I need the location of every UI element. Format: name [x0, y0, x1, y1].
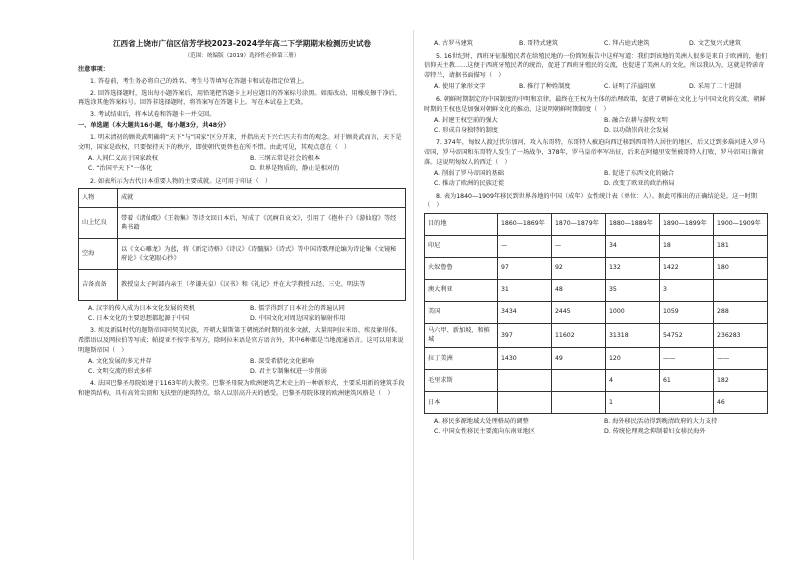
- option: A. 汉字的传入成为日本文化发展的契机: [88, 305, 196, 313]
- option: D. 中国文化对周边国家的辐射作用: [250, 314, 346, 322]
- question-6-options: [434, 116, 768, 135]
- notice-item: 3. 考试结束后，将本试卷和答题卡一并交回。: [90, 110, 216, 118]
- question-7-options: [434, 169, 768, 188]
- option: D. 君主专制集权进一步削弱: [250, 367, 327, 375]
- table-cell: [660, 391, 714, 413]
- option: B. 三纲五常是社会的根本: [250, 155, 321, 163]
- question-2-options: [88, 304, 406, 323]
- table-cell: 3434: [498, 301, 552, 323]
- table-row: [79, 208, 406, 239]
- table-cell: ——: [714, 347, 768, 369]
- table-header: 1890—1899年: [660, 213, 714, 235]
- option: B. 深受希腊化文化影响: [250, 358, 314, 366]
- table-cell: 以《文心雕龙》为蓝，将《新定诗格》《诗议》《诗髓脑》《诗式》等中国诗歌理论编为诗论集《文镜秘府论》《文笔眼心抄》: [118, 239, 406, 270]
- option: B. 海外移民活动得到晚清政府的大力支持: [604, 417, 718, 425]
- question-6-stem: 6. 朝鲜时期制定的中国制度的中明和京律，最终在王权为主体的治理政策，促进了朝鲜在文化上与中国文化的交流，朝鲜时期的王权也是加强对朝鲜文化的推动，这说明朝鲜时期制度（ ）: [424, 96, 766, 113]
- table-row: [425, 257, 768, 279]
- table-cell: 35: [606, 279, 660, 301]
- table-header: 成就: [118, 189, 406, 208]
- table-cell: 3: [660, 279, 714, 301]
- table-cell: 49: [552, 347, 606, 369]
- column-divider: [413, 30, 414, 560]
- table-row: [79, 270, 406, 301]
- table-cell: 54752: [660, 323, 714, 347]
- table-cell: [552, 391, 606, 413]
- option: D. 传统伦理观念抑制着妇女移民海外: [604, 427, 706, 435]
- option: C. 证明了洋溢阻塞: [604, 83, 656, 91]
- option: D. 文艺复兴式建筑: [689, 40, 742, 47]
- table-row: [79, 239, 406, 270]
- table-cell: 空海: [79, 239, 118, 270]
- table-cell: 182: [714, 369, 768, 391]
- table-cell: 34: [606, 235, 660, 257]
- table-cell: 1: [606, 391, 660, 413]
- table-header: 目的地: [425, 213, 498, 235]
- option: C. 形成自身独特的制度: [434, 126, 498, 134]
- table-cell: 1422: [660, 257, 714, 279]
- question-8-table: [424, 213, 768, 414]
- option: B. 推行了种姓制度: [519, 83, 571, 91]
- table-cell: 97: [498, 257, 552, 279]
- table-cell: [498, 369, 552, 391]
- table-cell: 日本: [425, 391, 498, 413]
- table-row: [425, 301, 768, 323]
- table-cell: 46: [714, 391, 768, 413]
- table-cell: 288: [714, 301, 768, 323]
- table-header-row: [425, 213, 768, 235]
- option: C. “治国平天下”一体化: [88, 164, 153, 172]
- table-cell: 31: [498, 279, 552, 301]
- table-cell: 236283: [714, 323, 768, 347]
- option: A. 人间仁义高于国家政权: [88, 155, 158, 163]
- question-5-stem: 5. 16世纪时，西班牙征服殖民者在给殖民地的一份简短报告中这样写道：我们到该地的美洲人很多是来自于欧洲的，他们信仰天主教……这便于西班牙殖民者的统治，促进了西班牙殖民的交流，也促进了美洲人的文化，所以我认为，这就是特诺奇蒂特兰，请据书面描写（ ）: [424, 52, 768, 79]
- table-row: [425, 391, 768, 413]
- table-cell: 1059: [660, 301, 714, 323]
- table-cell: 4: [606, 369, 660, 391]
- table-cell: [498, 391, 552, 413]
- table-cell: 印尼: [425, 235, 498, 257]
- table-cell: 120: [606, 347, 660, 369]
- table-cell: 31318: [606, 323, 660, 347]
- table-cell: 1000: [606, 301, 660, 323]
- option: D. 采用了二十进制: [689, 83, 742, 91]
- table-cell: 18: [660, 235, 714, 257]
- table-cell: 马六甲、新加坡、和槟城: [425, 323, 498, 347]
- question-5-options: [434, 82, 768, 92]
- notice-item: 1. 答卷前，考生务必将自己的姓名、考生号等填写在答题卡和试卷指定位置上。: [90, 78, 309, 86]
- question-7-stem: 7. 374年，匈奴人渡过伏尔加河，攻入东哥特，东哥特人被迫向西迁移到西哥特人居住的地区，后又迁到多瑙河进入罗马帝国，罗马帝国和东哥特人发生了一场战争，378年，罗马皇帝率军出征，后来在阿德里安堡被哥特人打败，罗马帝国日渐衰落。这说明匈奴人的西迁（ ）: [424, 139, 766, 166]
- table-cell: 带着《诸仙歌》《王勃集》等诗文回日本后，写成了《沉痾自哀文》，引用了《抱朴子》《游仙窟》等经典书籍: [118, 208, 406, 239]
- question-4-stem: 4. 法国巴黎圣母院始建于1163年的大教堂。巴黎圣母院为欧洲建筑艺术史上的一种新形式，主要采用新的建筑手段和建筑结构，具有高耸尖顶和飞扶壁的建筑特点，给人以崇高升天的感受。巴黎圣母院体现的欧洲建筑风格是（ ）: [78, 380, 405, 397]
- question-3-stem: 3. 埃及新陆时代的迦斯帝国同契美民族，开朝大量斯第王朝统治时期的很多文献，大量用阿拉米语、埃及象形体、希腊语以及网拉伯等写成；帕提亚不按字书写方，除阿拉米语是官方语言外，其中6种都是当地流通语言。这可以用来说明迦斯帝国（ ）: [78, 327, 404, 354]
- option: C. 中国女性移民主要流向东南亚地区: [434, 427, 536, 435]
- option: A. 削弱了罗马帝国的基础: [434, 170, 504, 178]
- question-1-options: [88, 154, 406, 173]
- table-cell: —: [498, 235, 552, 257]
- table-cell: 61: [660, 369, 714, 391]
- table-cell: —: [552, 235, 606, 257]
- table-cell: 吉备真备: [79, 270, 118, 301]
- option: A. 古罗马建筑: [434, 40, 473, 47]
- table-row: [425, 369, 768, 391]
- table-cell: 拉丁美洲: [425, 347, 498, 369]
- option: A. 文化发展的多元并存: [88, 358, 152, 366]
- table-cell: 397: [498, 323, 552, 347]
- option: A. 移民多源地域大处理格局的调整: [434, 417, 529, 425]
- table-header-row: [79, 189, 406, 208]
- option: D. 以功勋崇尚社会发展: [604, 126, 669, 134]
- question-3-options: [88, 357, 406, 376]
- option: C. 文明交流的形式多样: [88, 367, 152, 375]
- question-1-stem: 1. 明末清初的顾炎武明确将“天下”与“国家”区分开来，并指出天下兴亡匹夫有责的观念。对于顾炎武而言，天下是文明，国家是政权，只要保持天下的秩序，即使朝代更替也在所不惜。由此可见，其观点意在（ ）: [78, 134, 402, 151]
- table-cell: 48: [552, 279, 606, 301]
- table-cell: [714, 279, 768, 301]
- table-cell: 毛里求斯: [425, 369, 498, 391]
- option: B. 哥特式建筑: [519, 40, 559, 47]
- table-header: 1860—1869年: [498, 213, 552, 235]
- option: B. 融合农耕与游牧文明: [604, 117, 668, 125]
- table-cell: 180: [714, 257, 768, 279]
- option: B. 儒学得到了日本社会的普遍认同: [250, 305, 345, 313]
- option: C. 拜占庭式建筑: [604, 40, 650, 47]
- option: D. 世界是物质的，静止是相对的: [250, 164, 340, 172]
- right-column: [424, 38, 768, 439]
- table-cell: 山上忆良: [79, 208, 118, 239]
- option: C. 推动了欧洲的民族迁徙: [434, 179, 505, 187]
- table-row: [425, 279, 768, 301]
- left-column: [78, 38, 406, 401]
- table-cell: [552, 369, 606, 391]
- table-row: [425, 323, 768, 347]
- section-heading: 一、单选题（本大题共16小题，每小题3分，共48分）: [78, 122, 230, 130]
- option: D. 改变了欧亚的政治格局: [604, 179, 675, 187]
- question-2-table: [78, 188, 406, 301]
- question-8-stem: 8. 表为1840—1909年移民到世界各地的中国（成年）女性统计表（单位：人）。据此可推出的正确结论是，这一时期（ ）: [424, 192, 757, 210]
- notice-heading: 注意事项：: [78, 66, 109, 74]
- option: C. 日本文化的主要思想都起源于中国: [88, 314, 190, 322]
- question-2-stem: 2. 如表所示为古代日本重要人物的主要成就。这可用于印证（ ）: [90, 177, 272, 185]
- table-header: 人物: [79, 189, 118, 208]
- table-cell: 美国: [425, 301, 498, 323]
- table-cell: 教授皇太子阿部内亲王（孝谦天皇）《汉书》和《礼记》并在大学教授五经、三史、明法等: [118, 270, 406, 301]
- table-cell: 132: [606, 257, 660, 279]
- question-8-options: [434, 417, 768, 436]
- table-row: [425, 235, 768, 257]
- table-cell: 2445: [552, 301, 606, 323]
- table-row: [425, 347, 768, 369]
- table-cell: 11602: [552, 323, 606, 347]
- table-cell: 1430: [498, 347, 552, 369]
- table-header: 1880—1889年: [606, 213, 660, 235]
- option: B. 促进了东西文化的融合: [604, 170, 675, 178]
- table-header: 1870—1879年: [552, 213, 606, 235]
- table-cell: ——: [660, 347, 714, 369]
- page-title: 江西省上饶市广信区信芳学校2023-2024学年高二下学期期末检测历史试卷: [112, 39, 372, 48]
- notice-item: 2. 回答选择题时，选出每小题答案后，用铅笔把答题卡上对应题目的答案标号涂黑。如需改动，用橡皮擦干净后，再选涂其他答案标号。回答非选择题时，将答案写在答题卡上。写在本试卷上无效。: [78, 89, 402, 107]
- table-cell: 澳大利亚: [425, 279, 498, 301]
- option: A. 使用了象形文字: [434, 83, 486, 91]
- page-subtitle: （范围：统编版（2019）选择性必修第三册）: [184, 52, 300, 59]
- table-cell: 92: [552, 257, 606, 279]
- table-header: 1900—1909年: [714, 213, 768, 235]
- question-4-options: [434, 39, 768, 49]
- option: A. 封建王权空前的强大: [434, 117, 498, 125]
- table-cell: 火奴鲁鲁: [425, 257, 498, 279]
- table-cell: 181: [714, 235, 768, 257]
